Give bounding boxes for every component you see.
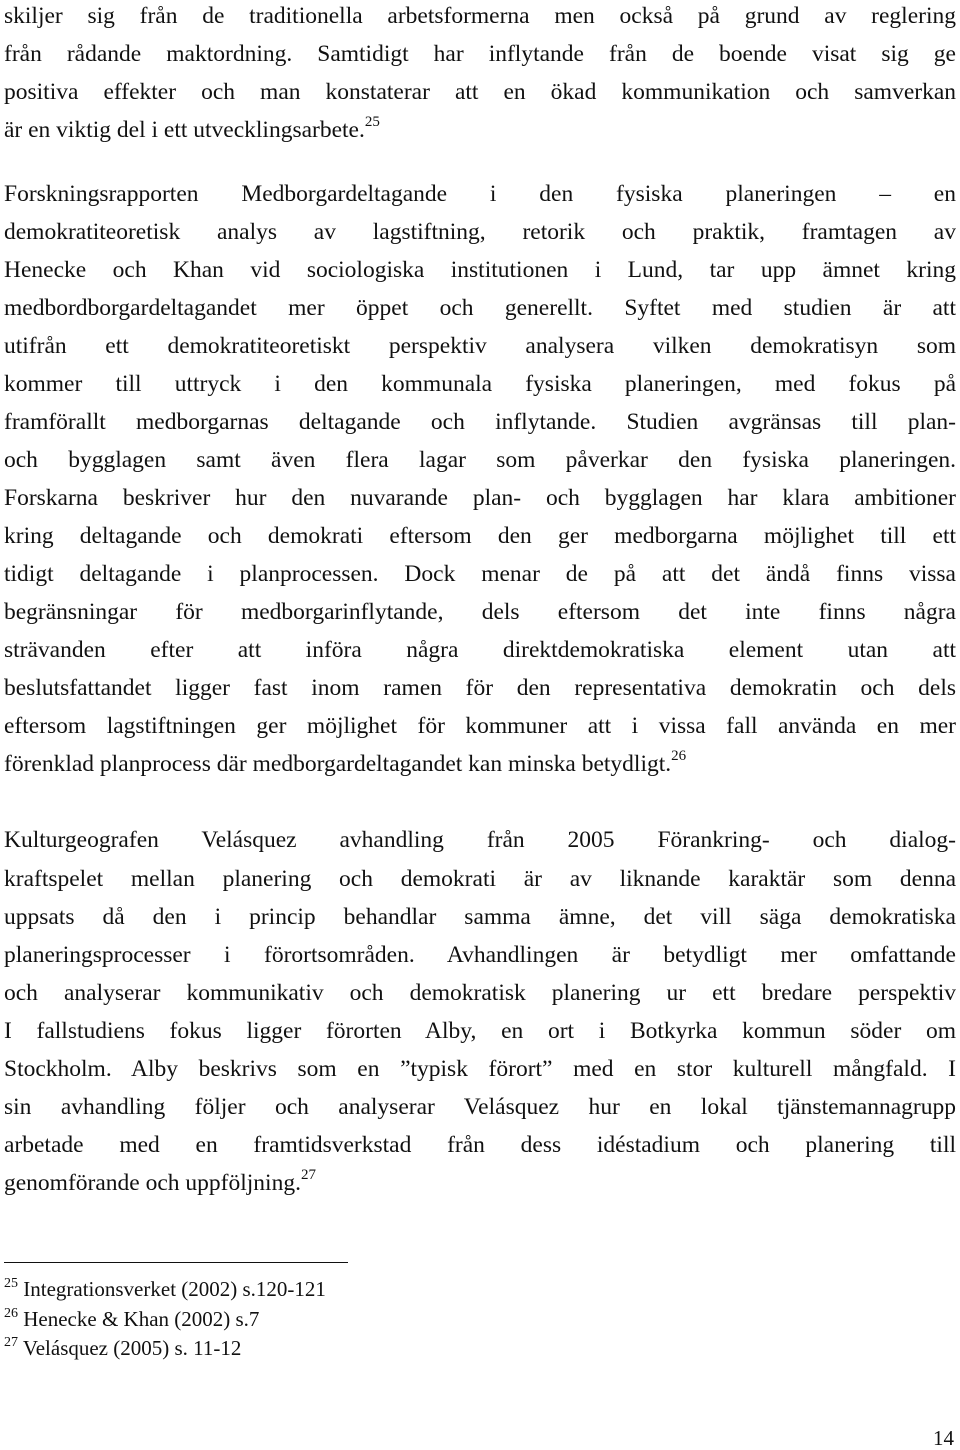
text-line: utifrån ett demokratiteoretiskt perspektiv analysera vilken demokratisyn som [4,333,956,359]
footnote-text: Velásquez (2005) s. 11-12 [22,1336,242,1360]
text-line: kring deltagande och demokrati eftersom den ger medborgarna möjlighet till ett [4,523,956,549]
footnote-reference: 27 [300,1167,316,1183]
text-line-content: genomförande och uppföljning. [4,1170,301,1196]
text-line: och analyserar kommunikativ och demokratisk planering ur ett bredare perspektiv [4,980,956,1006]
text-line: kraftspelet mellan planering och demokrati är av liknande karaktär som denna [4,866,956,892]
text-line-content: är en viktig del i ett utvecklingsarbete. [4,117,365,143]
text-line: demokratiteoretisk analys av lagstiftning, retorik och praktik, framtagen av [4,219,956,245]
footnote [4,1306,259,1332]
text-line: strävanden efter att införa några direktdemokratiska element utan att [4,637,956,663]
text-line: eftersom lagstiftningen ger möjlighet för kommuner att i vissa fall använda en mer [4,713,956,739]
footnote-number: 26 [4,1306,18,1321]
footnote-number: 27 [4,1335,18,1350]
text-line [4,1168,956,1198]
text-line: från rådande maktordning. Samtidigt har inflytande från de boende visat sig ge [4,41,956,67]
text-line: Stockholm. Alby beskrivs som en ”typisk förort” med en stor kulturell mångfald. I [4,1056,956,1082]
footnote-number: 25 [4,1276,18,1291]
text-line: I fallstudiens fokus ligger förorten Alby, en ort i Botkyrka kommun söder om [4,1018,956,1044]
text-line: Kulturgeografen Velásquez avhandling från 2005 Förankring- och dialog- [4,827,956,853]
text-line: kommer till uttryck i den kommunala fysiska planeringen, med fokus på [4,371,956,397]
text-line: framförallt medborgarnas deltagande och inflytande. Studien avgränsas till plan- [4,409,956,435]
footnote [4,1276,326,1302]
footnote-reference: 26 [671,748,687,764]
text-line: tidigt deltagande i planprocessen. Dock menar de på att det ändå finns vissa [4,561,956,587]
text-line: beslutsfattandet ligger fast inom ramen för den representativa demokratin och dels [4,675,956,701]
footnote-text: Integrationsverket (2002) s.120-121 [23,1277,326,1301]
text-line: sin avhandling följer och analyserar Velásquez hur en lokal tjänstemannagrupp [4,1094,956,1120]
text-line: skiljer sig från de traditionella arbetsformerna men också på grund av reglering [4,3,956,29]
footnote-separator [4,1262,348,1263]
text-line: Henecke och Khan vid sociologiska institutionen i Lund, tar upp ämnet kring [4,257,956,283]
text-line-content: förenklad planprocess där medborgardeltagandet kan minska betydligt. [4,751,672,777]
text-line [4,749,956,779]
footnote-reference: 25 [364,114,380,130]
text-line: arbetade med en framtidsverkstad från dess idéstadium och planering till [4,1132,956,1158]
footnote-text: Henecke & Khan (2002) s.7 [23,1307,260,1331]
text-line: uppsats då den i princip behandlar samma ämne, det vill säga demokratiska [4,904,956,930]
text-line: och bygglagen samt även flera lagar som påverkar den fysiska planeringen. [4,447,956,473]
text-line: Forskarna beskriver hur den nuvarande plan- och bygglagen har klara ambitioner [4,485,956,511]
text-line: Forskningsrapporten Medborgardeltagande i den fysiska planeringen – en [4,181,956,207]
text-line: medbordborgardeltagandet mer öppet och generellt. Syftet med studien är att [4,295,956,321]
text-line: positiva effekter och man konstaterar att en ökad kommunikation och samverkan [4,79,956,105]
text-line [4,115,956,145]
footnote [4,1335,241,1361]
text-line: begränsningar för medborgarinflytande, dels eftersom det inte finns några [4,599,956,625]
page-number: 14 [933,1426,954,1450]
text-line: planeringsprocesser i förortsområden. Avhandlingen är betydligt mer omfattande [4,942,956,968]
